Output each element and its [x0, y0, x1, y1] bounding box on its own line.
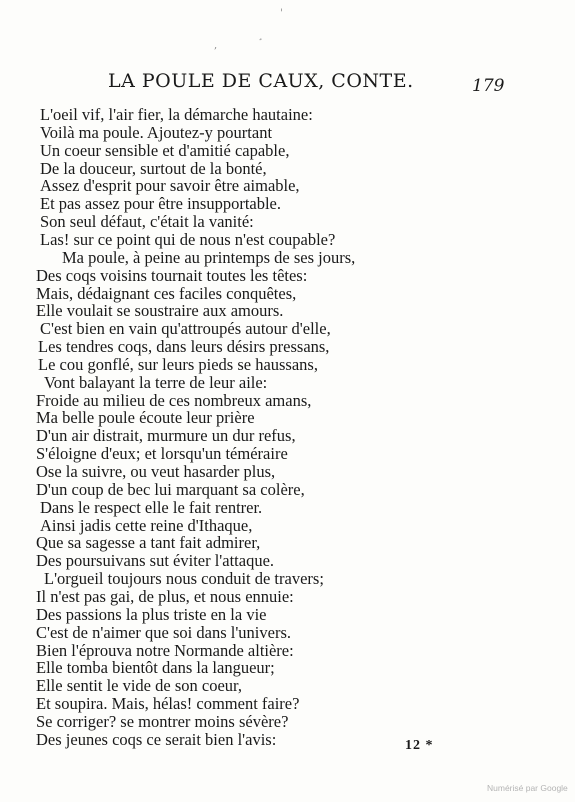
scan-speck: ,	[214, 40, 218, 51]
verse-line: Elle sentit le vide de son coeur,	[36, 676, 242, 696]
verse-line: Et pas assez pour être insupportable.	[40, 194, 282, 214]
verse-line: Que sa sagesse a tant fait admirer,	[36, 533, 261, 553]
verse-line: Elle tomba bientôt dans la langueur;	[36, 658, 275, 678]
verse-line: Ma belle poule écoute leur prière	[36, 408, 255, 428]
signature-mark: 12 *	[405, 738, 434, 753]
verse-line: De la douceur, surtout de la bonté,	[40, 158, 267, 178]
verse-line: Dans le respect elle le fait rentrer.	[40, 497, 263, 517]
verse-line: L'oeil vif, l'air fier, la démarche hautaine:	[40, 105, 313, 124]
verse-line: Ma poule, à peine au printemps de ses jours,	[62, 247, 356, 267]
verse-line: Assez d'esprit pour savoir être aimable,	[40, 176, 300, 196]
verse-line: Son seul défaut, c'était la vanité:	[40, 212, 254, 232]
verse-line: D'un coup de bec lui marquant sa colère,	[36, 479, 305, 499]
verse-line: C'est bien en vain qu'attroupés autour d'elle,	[40, 319, 331, 339]
scan-speck: '	[280, 8, 283, 19]
verse-line: Las! sur ce point qui de nous n'est coupable?	[40, 229, 336, 249]
verse-line: C'est de n'aimer que soi dans l'univers.	[36, 622, 291, 642]
verse-line: S'éloigne d'eux; et lorsqu'un téméraire	[36, 444, 288, 464]
verse-line: Des poursuivans sut éviter l'attaque.	[36, 551, 275, 571]
verse-line: Voilà ma poule. Ajoutez-y pourtant	[40, 122, 273, 142]
running-title: LA POULE DE CAUX, CONTE.	[108, 70, 414, 92]
verse-line: Des coqs voisins tournait toutes les têtes:	[36, 265, 308, 285]
verse-line: Des passions la plus triste en la vie	[36, 604, 267, 624]
verse-line: Froide au milieu de ces nombreux amans,	[36, 390, 312, 410]
verse-line: Et soupira. Mais, hélas! comment faire?	[36, 694, 300, 714]
scan-speck: ¸	[258, 30, 263, 41]
verse-line: Bien l'éprouva notre Normande altière:	[36, 640, 294, 660]
verse-line: Se corriger? se montrer moins sévère?	[36, 711, 289, 731]
verse-line: D'un air distrait, murmure un dur refus,	[36, 426, 296, 446]
verse-line: Ainsi jadis cette reine d'Ithaque,	[40, 515, 253, 535]
verse-line: Vont balayant la terre de leur aile:	[44, 372, 268, 392]
verse-line: Mais, dédaignant ces faciles conquêtes,	[36, 283, 297, 303]
verse-line: Elle voulait se soustraire aux amours.	[36, 301, 284, 321]
watermark: Numérisé par Google	[487, 783, 568, 793]
verse-line: Le cou gonflé, sur leurs pieds se haussans,	[38, 354, 318, 374]
verse-line: Ose la suivre, ou veut hasarder plus,	[36, 462, 276, 481]
verse-line: Il n'est pas gai, de plus, et nous ennuie:	[36, 586, 294, 606]
page-header	[0, 70, 575, 100]
verse-line: L'orgueil toujours nous conduit de travers;	[44, 569, 324, 589]
verse-line: Un coeur sensible et d'amitié capable,	[40, 140, 290, 160]
verse-line: Des jeunes coqs ce serait bien l'avis:	[36, 729, 277, 749]
page-number: 179	[472, 76, 505, 96]
verse-line: Les tendres coqs, dans leurs désirs pressans,	[38, 337, 330, 357]
